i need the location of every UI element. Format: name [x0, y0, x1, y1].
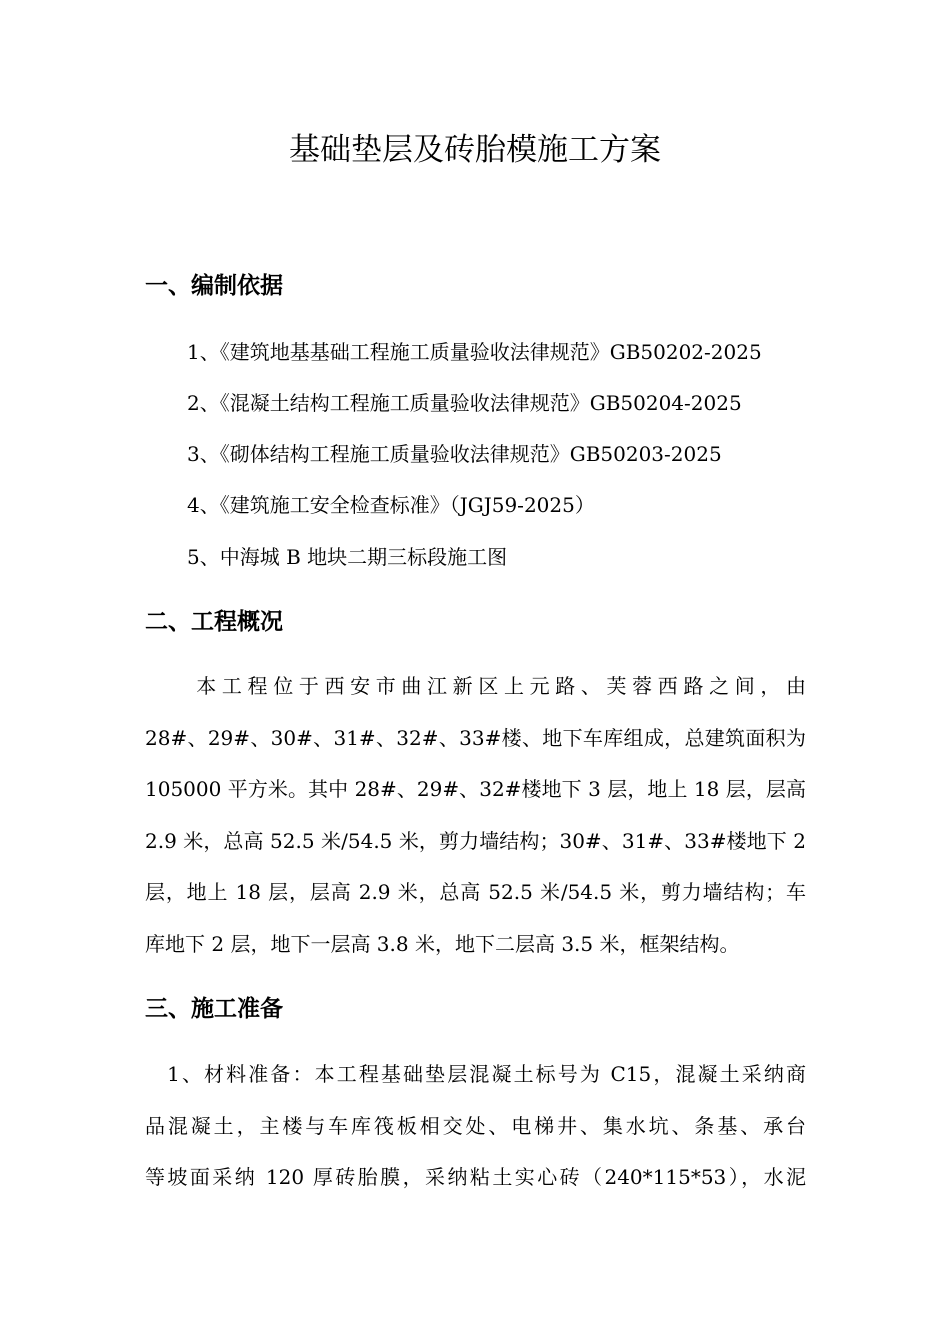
- paragraph-line: 本工程位于西安市曲江新区上元路、芙蓉西路之间，由: [145, 674, 806, 698]
- document-title: 基础垫层及砖胎模施工方案: [289, 132, 661, 168]
- paragraph-line: 105000 平方米。其中 28#、29#、32#楼地下 3 层，地上 18 层，层高: [145, 777, 806, 801]
- reference-item: 1、《建筑地基基础工程施工质量验收法律规范》GB50202-2025: [187, 340, 762, 364]
- paragraph-line: 等坡面采纳 120 厚砖胎膜，采纳粘土实心砖（240*115*53），水泥: [145, 1165, 806, 1189]
- reference-item: 4、《建筑施工安全检查标准》（JGJ59-2025）: [187, 493, 595, 517]
- preparation-paragraph: [145, 1049, 806, 1204]
- section-heading-basis: 一、编制依据: [145, 273, 283, 299]
- section-heading-overview: 二、工程概况: [145, 609, 283, 635]
- paragraph-line: 层，地上 18 层，层高 2.9 米，总高 52.5 米/54.5 米，剪力墙结构；车: [145, 880, 806, 904]
- reference-item: 3、《砌体结构工程施工质量验收法律规范》GB50203-2025: [187, 442, 722, 466]
- paragraph-line: 28#、29#、30#、31#、32#、33#楼、地下车库组成，总建筑面积为: [145, 725, 806, 750]
- reference-item: 5、中海城 B 地块二期三标段施工图: [187, 545, 508, 569]
- paragraph-line: 品混凝土，主楼与车库筏板相交处、电梯井、集水坑、条基、承台: [145, 1113, 806, 1138]
- paragraph-line: 库地下 2 层，地下一层高 3.8 米，地下二层高 3.5 米，框架结构。: [145, 931, 740, 956]
- paragraph-line: 2.9 米，总高 52.5 米/54.5 米，剪力墙结构；30#、31#、33#楼地下 2: [145, 828, 806, 853]
- overview-paragraph: [145, 661, 806, 970]
- section-heading-preparation: 三、施工准备: [145, 996, 283, 1022]
- reference-item: 2、《混凝土结构工程施工质量验收法律规范》GB50204-2025: [187, 391, 742, 415]
- paragraph-line: 1、材料准备：本工程基础垫层混凝土标号为 C15，混凝土采纳商: [145, 1062, 806, 1086]
